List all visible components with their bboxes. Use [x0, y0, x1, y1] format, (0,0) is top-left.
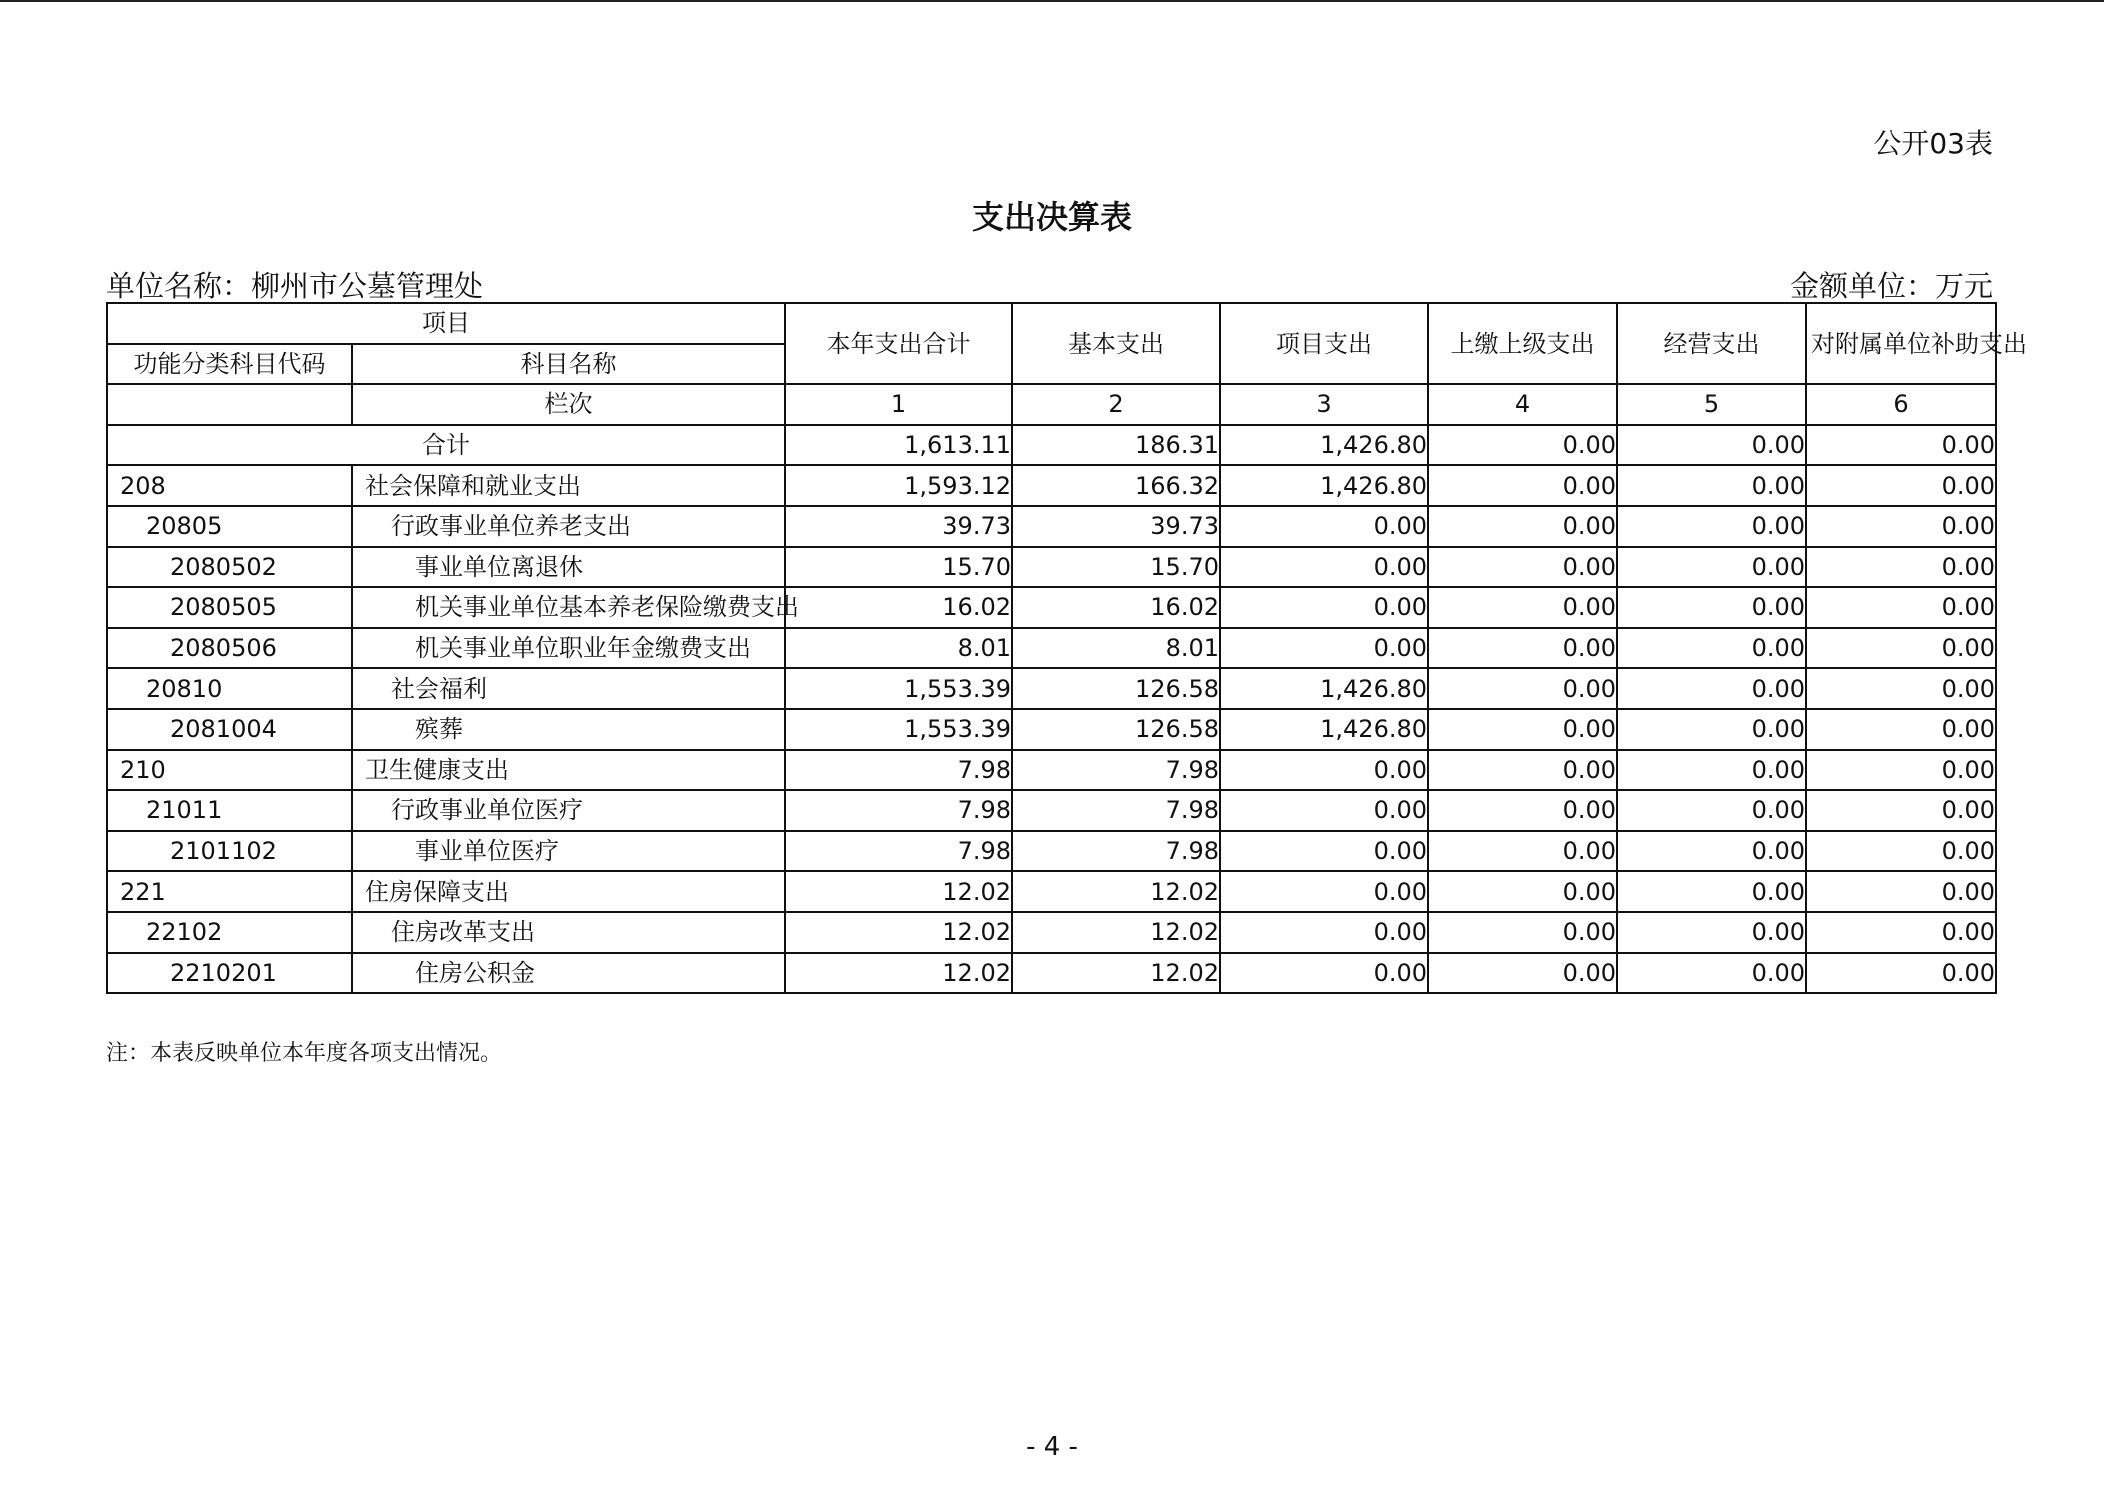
- page-number: - 4 -: [1026, 1432, 1078, 1462]
- row-name: 机关事业单位基本养老保险缴费支出: [352, 587, 785, 628]
- table-row: [107, 790, 1996, 831]
- row-value: 8.01: [1012, 628, 1220, 669]
- row-value: 166.32: [1012, 465, 1220, 506]
- row-value: 0.00: [1617, 750, 1806, 791]
- amount-unit: 金额单位：万元: [1789, 269, 1993, 303]
- row-value: 0.00: [1428, 831, 1617, 872]
- row-name: 社会保障和就业支出: [352, 465, 785, 506]
- row-value: 15.70: [1012, 547, 1220, 588]
- row-value: 0.00: [1428, 871, 1617, 912]
- row-value: 39.73: [1012, 506, 1220, 547]
- row-value: 0.00: [1806, 465, 1996, 506]
- row-value: 0.00: [1220, 953, 1428, 994]
- row-value: 0.00: [1806, 953, 1996, 994]
- table-row: [107, 547, 1996, 588]
- row-value: 12.02: [1012, 953, 1220, 994]
- total-value: 186.31: [1012, 425, 1220, 466]
- header-project: 项目支出: [1220, 303, 1428, 384]
- row-value: 7.98: [785, 750, 1012, 791]
- row-code: 2210201: [107, 953, 352, 994]
- table-row: [107, 587, 1996, 628]
- row-value: 0.00: [1617, 587, 1806, 628]
- row-value: 7.98: [1012, 750, 1220, 791]
- row-value: 0.00: [1428, 953, 1617, 994]
- row-code: 20805: [107, 506, 352, 547]
- row-value: 12.02: [785, 871, 1012, 912]
- row-value: 0.00: [1617, 465, 1806, 506]
- table-row: [107, 628, 1996, 669]
- row-code: 22102: [107, 912, 352, 953]
- header-basic: 基本支出: [1012, 303, 1220, 384]
- column-number: 4: [1428, 384, 1617, 425]
- row-code: 221: [107, 871, 352, 912]
- header-business: 经营支出: [1617, 303, 1806, 384]
- row-value: 0.00: [1428, 506, 1617, 547]
- row-value: 7.98: [785, 831, 1012, 872]
- table-row: [107, 750, 1996, 791]
- table-row: [107, 668, 1996, 709]
- row-value: 0.00: [1220, 831, 1428, 872]
- row-value: 7.98: [1012, 790, 1220, 831]
- row-code: 208: [107, 465, 352, 506]
- row-value: 0.00: [1806, 912, 1996, 953]
- row-name: 行政事业单位医疗: [352, 790, 785, 831]
- row-value: 0.00: [1220, 628, 1428, 669]
- row-value: 16.02: [1012, 587, 1220, 628]
- column-number-blank: [107, 384, 352, 425]
- row-value: 0.00: [1806, 871, 1996, 912]
- row-value: 1,553.39: [785, 668, 1012, 709]
- row-code: 210: [107, 750, 352, 791]
- row-value: 0.00: [1220, 912, 1428, 953]
- row-value: 0.00: [1617, 953, 1806, 994]
- row-code: 2080505: [107, 587, 352, 628]
- row-code: 2080506: [107, 628, 352, 669]
- row-value: 0.00: [1428, 465, 1617, 506]
- column-number: 2: [1012, 384, 1220, 425]
- row-value: 0.00: [1617, 506, 1806, 547]
- row-name: 机关事业单位职业年金缴费支出: [352, 628, 785, 669]
- header-item: 项目: [107, 303, 785, 344]
- total-label: 合计: [107, 425, 785, 466]
- row-value: 0.00: [1806, 831, 1996, 872]
- row-value: 0.00: [1428, 587, 1617, 628]
- row-value: 0.00: [1617, 912, 1806, 953]
- row-value: 0.00: [1617, 668, 1806, 709]
- column-label: 栏次: [352, 384, 785, 425]
- row-value: 0.00: [1220, 790, 1428, 831]
- row-name: 社会福利: [352, 668, 785, 709]
- expense-table: [106, 302, 2027, 994]
- row-code: 20810: [107, 668, 352, 709]
- table-row: [107, 912, 1996, 953]
- row-value: 0.00: [1220, 871, 1428, 912]
- column-number: 5: [1617, 384, 1806, 425]
- table-note: 注：本表反映单位本年度各项支出情况。: [106, 1041, 503, 1066]
- row-value: 1,426.80: [1220, 465, 1428, 506]
- row-value: 1,426.80: [1220, 668, 1428, 709]
- row-code: 2101102: [107, 831, 352, 872]
- row-value: 12.02: [785, 953, 1012, 994]
- row-value: 0.00: [1806, 628, 1996, 669]
- row-value: 0.00: [1428, 750, 1617, 791]
- table-row: [107, 831, 1996, 872]
- row-value: 0.00: [1220, 750, 1428, 791]
- row-code: 2080502: [107, 547, 352, 588]
- row-value: 0.00: [1806, 709, 1996, 750]
- row-value: 15.70: [785, 547, 1012, 588]
- row-value: 0.00: [1806, 506, 1996, 547]
- row-value: 0.00: [1220, 587, 1428, 628]
- row-value: 0.00: [1428, 628, 1617, 669]
- row-value: 126.58: [1012, 709, 1220, 750]
- row-value: 0.00: [1617, 547, 1806, 588]
- row-value: 0.00: [1617, 790, 1806, 831]
- row-value: 126.58: [1012, 668, 1220, 709]
- total-value: 0.00: [1806, 425, 1996, 466]
- unit-name: 单位名称：柳州市公墓管理处: [106, 269, 484, 303]
- row-value: 0.00: [1617, 628, 1806, 669]
- row-value: 0.00: [1806, 790, 1996, 831]
- row-name: 卫生健康支出: [352, 750, 785, 791]
- header-subsidy: 对附属单位补助支出: [1806, 303, 1996, 384]
- form-code: 公开03表: [1873, 127, 1993, 160]
- row-code: 21011: [107, 790, 352, 831]
- row-value: 0.00: [1617, 831, 1806, 872]
- row-value: 1,593.12: [785, 465, 1012, 506]
- row-name: 住房保障支出: [352, 871, 785, 912]
- header-upper: 上缴上级支出: [1428, 303, 1617, 384]
- row-value: 0.00: [1220, 506, 1428, 547]
- row-value: 0.00: [1806, 668, 1996, 709]
- row-name: 行政事业单位养老支出: [352, 506, 785, 547]
- row-value: 0.00: [1220, 547, 1428, 588]
- page-title: 支出决算表: [971, 198, 1132, 236]
- row-value: 8.01: [785, 628, 1012, 669]
- header-total: 本年支出合计: [785, 303, 1012, 384]
- row-value: 12.02: [785, 912, 1012, 953]
- row-code: 2081004: [107, 709, 352, 750]
- column-number: 3: [1220, 384, 1428, 425]
- row-value: 0.00: [1806, 587, 1996, 628]
- column-number: 1: [785, 384, 1012, 425]
- table-row: [107, 465, 1996, 506]
- column-number: 6: [1806, 384, 1996, 425]
- top-border-line: [0, 0, 2104, 2]
- header-code: 功能分类科目代码: [107, 344, 352, 385]
- row-value: 0.00: [1617, 709, 1806, 750]
- row-value: 0.00: [1428, 790, 1617, 831]
- row-value: 0.00: [1806, 750, 1996, 791]
- row-name: 事业单位离退休: [352, 547, 785, 588]
- row-value: 0.00: [1617, 871, 1806, 912]
- table-row: [107, 871, 1996, 912]
- row-name: 殡葬: [352, 709, 785, 750]
- total-value: 0.00: [1428, 425, 1617, 466]
- row-value: 12.02: [1012, 871, 1220, 912]
- table-row: [107, 709, 1996, 750]
- table-row: [107, 953, 1996, 994]
- row-value: 1,553.39: [785, 709, 1012, 750]
- row-value: 7.98: [785, 790, 1012, 831]
- row-value: 12.02: [1012, 912, 1220, 953]
- total-row: [107, 425, 1996, 466]
- total-value: 1,426.80: [1220, 425, 1428, 466]
- row-name: 住房公积金: [352, 953, 785, 994]
- total-value: 1,613.11: [785, 425, 1012, 466]
- table-row: [107, 506, 1996, 547]
- row-value: 16.02: [785, 587, 1012, 628]
- row-value: 0.00: [1428, 547, 1617, 588]
- total-value: 0.00: [1617, 425, 1806, 466]
- row-value: 0.00: [1806, 547, 1996, 588]
- row-value: 0.00: [1428, 668, 1617, 709]
- row-name: 住房改革支出: [352, 912, 785, 953]
- row-value: 0.00: [1428, 912, 1617, 953]
- row-value: 1,426.80: [1220, 709, 1428, 750]
- row-value: 7.98: [1012, 831, 1220, 872]
- row-value: 0.00: [1428, 709, 1617, 750]
- row-name: 事业单位医疗: [352, 831, 785, 872]
- row-value: 39.73: [785, 506, 1012, 547]
- header-name: 科目名称: [352, 344, 785, 385]
